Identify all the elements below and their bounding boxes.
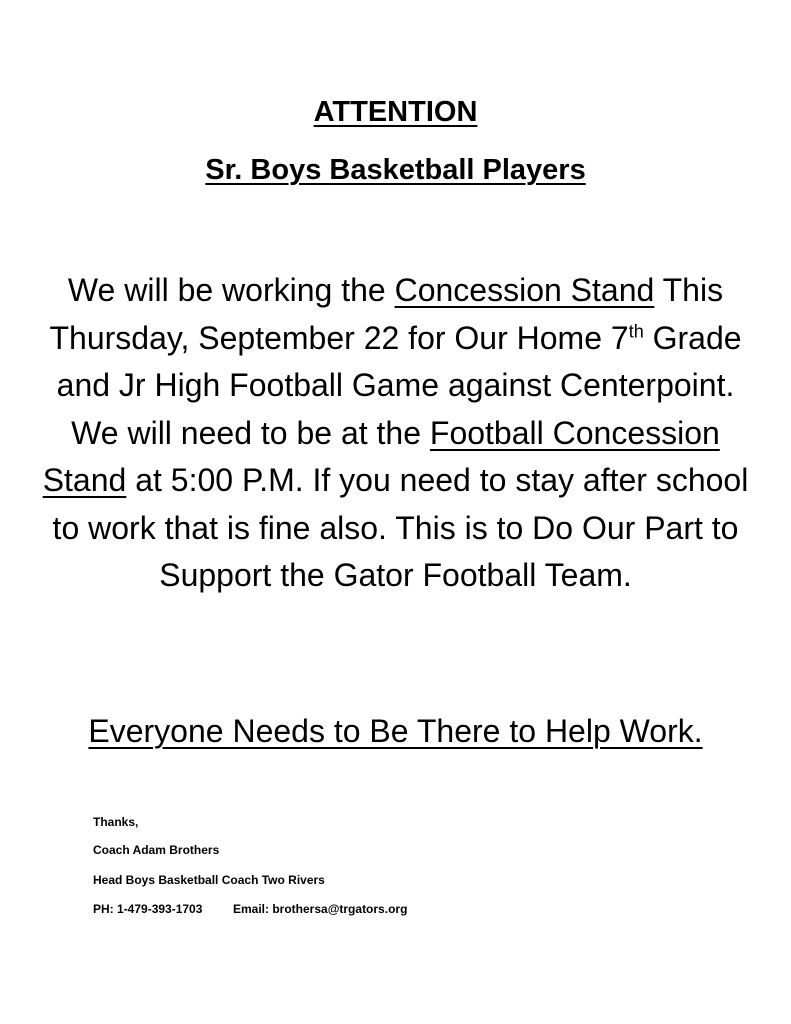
signature-email: Email: brothersa@trgators.org	[233, 902, 408, 916]
ordinal-suffix: th	[628, 320, 644, 341]
signature-name: Coach Adam Brothers	[93, 843, 220, 857]
attention-heading: ATTENTION	[313, 96, 478, 128]
signature-thanks: Thanks,	[93, 815, 139, 829]
football-concession-stand-text: Football Concession Stand	[42, 414, 720, 498]
body-text-1: We will be working the	[67, 272, 395, 308]
audience-heading: Sr. Boys Basketball Players	[205, 154, 586, 186]
signature-phone: PH: 1-479-393-1703	[93, 902, 203, 916]
announcement-paragraph	[40, 267, 751, 600]
call-to-action: Everyone Needs to Be There to Help Work.	[88, 713, 703, 749]
signature-title: Head Boys Basketball Coach Two Rivers	[93, 873, 325, 887]
body-text-3: Grade and Jr High Football Game against Centerpoint. We will need to be at the	[56, 319, 742, 451]
body-text-4: at 5:00 P.M. If you need to stay after school to work that is fine also. This is to Do Our Part to Support the Gator Football Team.	[52, 462, 749, 593]
body-text-2: This Thursday, September 22 for Our Home 7	[49, 272, 724, 356]
concession-stand-text: Concession Stand	[394, 272, 655, 308]
